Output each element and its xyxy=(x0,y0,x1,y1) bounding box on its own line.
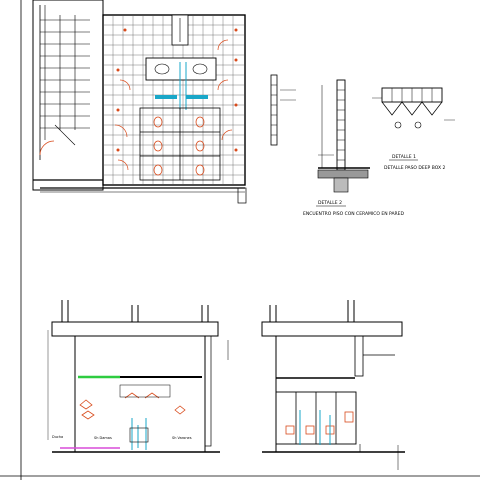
toilet-stalls xyxy=(140,108,220,180)
elevation-left-label-mid: Sh Damas xyxy=(94,436,112,440)
detail-2-slab xyxy=(318,170,368,178)
detail-1 xyxy=(372,88,455,171)
elevation-right-pipes xyxy=(300,410,330,445)
elevation-left xyxy=(48,300,228,452)
fixture-markers xyxy=(117,29,238,152)
detail-1-title: DETALLE 1 xyxy=(392,155,416,160)
toilet-fixtures xyxy=(154,117,204,175)
floor-plan xyxy=(33,0,246,203)
elevation-left-pipes xyxy=(132,418,146,450)
stair-steps xyxy=(40,5,90,140)
detail-1-caption: DETALLE PASO DEEP BOX 2 xyxy=(384,166,446,171)
detail-2-title: DETALLE 2 xyxy=(318,201,342,206)
detail-2-caption: ENCUENTRO PISO CON CERAMICO EN PARED xyxy=(303,212,404,217)
detail-2-wall xyxy=(337,80,345,170)
elevation-right xyxy=(262,300,405,470)
wall-section-strip xyxy=(271,75,296,145)
elevation-left-label-left: Ducha xyxy=(52,435,64,439)
lavatory-counter xyxy=(146,58,216,80)
elevation-left-label-right: Sh Varones xyxy=(172,436,192,440)
elevation-right-fixtures xyxy=(286,426,334,434)
